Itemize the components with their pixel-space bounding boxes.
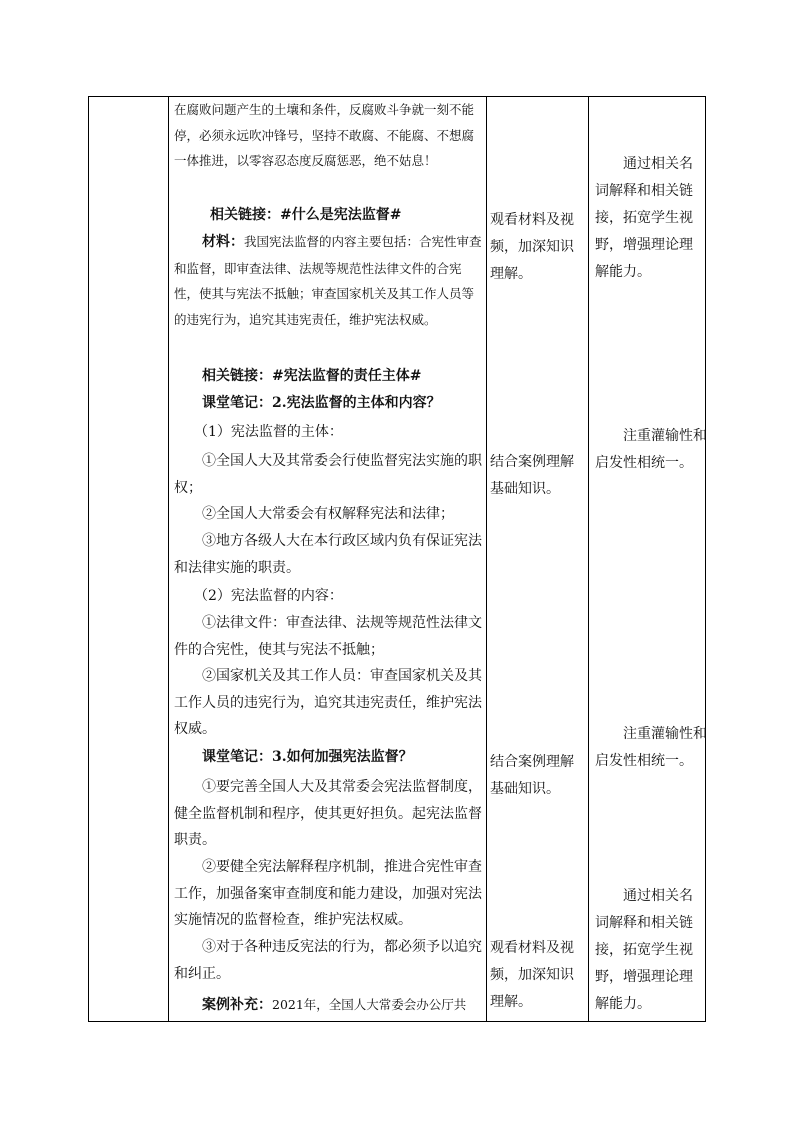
subheading: （2）宪法监督的内容：	[194, 588, 343, 604]
list-item: ②要健全宪法解释程序机制，推进合宪性审查工作，加强备案审查制度和能力建设，加强对宪法实施情况的监督检查，维护宪法权威。	[174, 859, 482, 928]
class-note-heading	[174, 390, 482, 417]
design-intent: 注重灌输性和启发性相统一。	[595, 428, 707, 471]
class-note-label: 课堂笔记：	[202, 749, 272, 765]
case-text: 2021年，全国人大常委会办公厅共	[272, 997, 467, 1012]
list-item: ①法律文件：审查法律、法规等规范性法律文件的合宪性，使其与宪法不抵触；	[174, 615, 482, 658]
list-item: ③对于各种违反宪法的行为，都必须予以追究和纠正。	[174, 939, 482, 982]
student-activity: 结合案例理解基础知识。	[490, 754, 574, 797]
design-intent: 注重灌输性和启发性相统一。	[595, 726, 707, 769]
related-link-heading: 相关链接：#宪法监督的责任主体#	[202, 368, 422, 384]
list-item: ③地方各级人大在本行政区域内负有保证宪法和法律实施的职责。	[174, 533, 482, 576]
design-intent: 通过相关名词解释和相关链接，拓宽学生视野，增强理论理解能力。	[595, 156, 693, 280]
case-supplement	[174, 992, 482, 1019]
student-activity: 观看材料及视频，加深知识理解。	[490, 940, 574, 1010]
column-divider	[486, 97, 487, 1021]
material-paragraph	[174, 229, 482, 332]
teaching-content-column	[168, 97, 486, 1021]
class-note-label: 课堂笔记：	[202, 395, 272, 411]
class-note-question: 3.如何加强宪法监督？	[272, 749, 413, 765]
material-text: 我国宪法监督的内容主要包括：合宪性审查和监督，即审查法律、法规等规范性法律文件的合宪性，使其与宪法不抵触；审查国家机关及其工作人员等的违宪行为，追究其违宪责任，维护宪法权威。	[174, 234, 482, 327]
material-label: 材料：	[202, 234, 244, 250]
student-activity: 观看材料及视频，加深知识理解。	[490, 212, 574, 282]
list-item: ①全国人大及其常委会行使监督宪法实施的职权；	[174, 453, 482, 496]
class-note-question: 2.宪法监督的主体和内容？	[272, 395, 441, 411]
intro-paragraph: 在腐败问题产生的土壤和条件，反腐败斗争就一刻不能停，必须永远吹冲锋号，坚持不敢腐、不能腐、不想腐一体推进，以零容忍态度反腐惩恶，绝不姑息！	[174, 102, 475, 168]
subheading: （1）宪法监督的主体：	[194, 424, 343, 440]
list-item: ②国家机关及其工作人员：审查国家机关及其工作人员的违宪行为，追究其违宪责任，维护宪法权威。	[174, 668, 482, 737]
student-activity: 结合案例理解基础知识。	[490, 454, 574, 497]
class-note-heading	[174, 744, 482, 771]
list-item: ①要完善全国人大及其常委会宪法监督制度，健全监督机制和程序，使其更好担负。起宪法监督职责。	[174, 779, 482, 848]
lesson-plan-table	[88, 96, 706, 1022]
design-intent: 通过相关名词解释和相关链接，拓宽学生视野，增强理论理解能力。	[595, 888, 693, 1012]
list-item: ②全国人大常委会有权解释宪法和法律；	[202, 506, 454, 522]
column-divider	[588, 97, 589, 1021]
case-label: 案例补充：	[202, 997, 272, 1013]
related-link-heading: 相关链接：#什么是宪法监督#	[210, 207, 402, 223]
